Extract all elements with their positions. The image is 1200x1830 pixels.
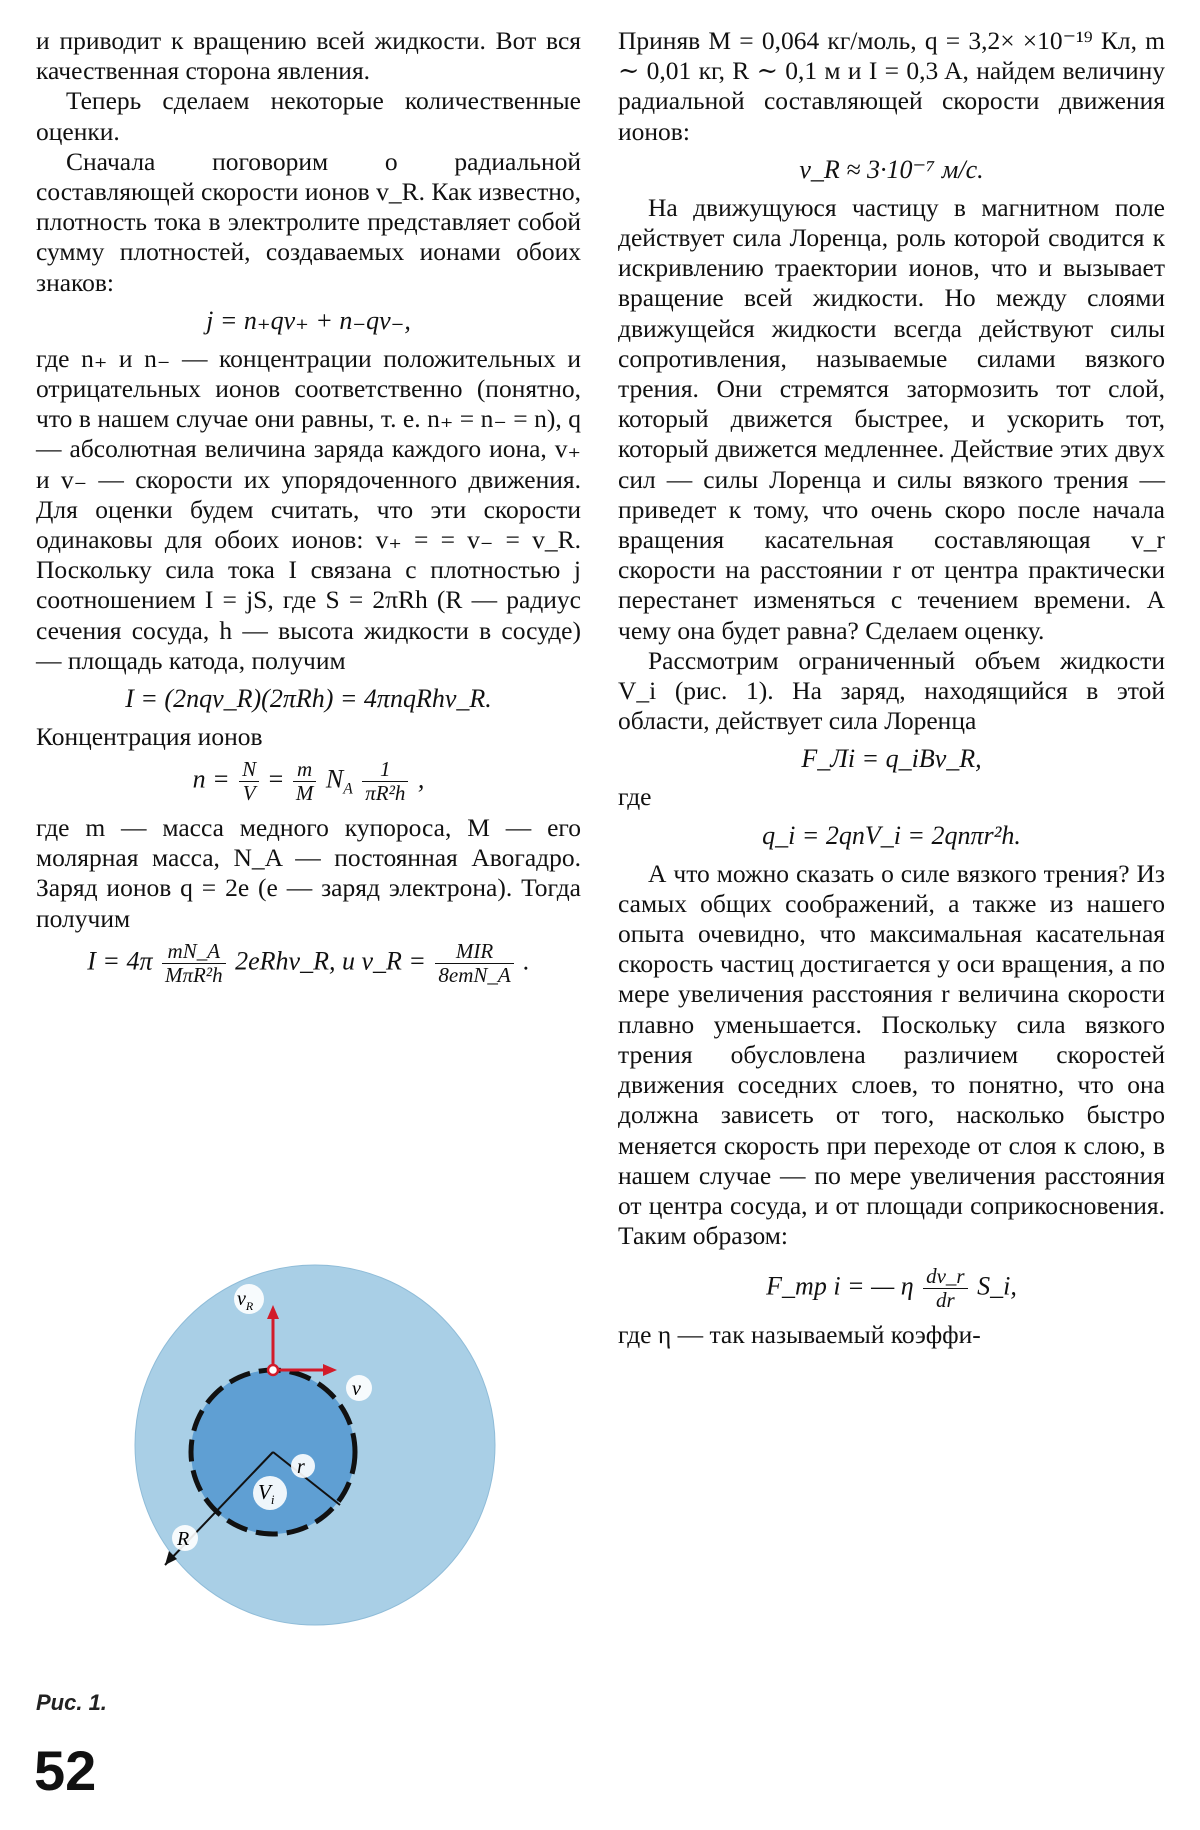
formula-viscous-force <box>618 1265 1165 1312</box>
formula-viscous-end: S_i, <box>977 1271 1017 1301</box>
fraction-n-over-v <box>239 758 259 805</box>
fraction-mna-over-volume <box>162 940 226 987</box>
right-paragraph-6: где η — так называемый коэффи- <box>618 1320 981 1350</box>
fraction-one-over-volume <box>362 758 408 805</box>
fraction-denominator: dr <box>936 1288 955 1313</box>
fraction-denominator: 8emN_A <box>438 962 511 987</box>
right-paragraph-1: Приняв M = 0,064 кг/моль, q = 3,2× ×10⁻¹⁹ Кл, m ∼ 0,01 кг, R ∼ 0,1 м и I = 0,3 A, найдем величину радиальной составляющей скорости движения ионов: <box>618 26 1165 146</box>
fraction-m-over-molar <box>293 758 317 805</box>
formula-charge: q_i = 2qnV_i = 2qnπr²h. <box>762 820 1021 850</box>
label-Vi-sub: i <box>270 1492 275 1507</box>
formula-middle: 2eRhv_R, и v_R = <box>235 946 426 976</box>
left-paragraph-1: и приводит к вращению всей жидкости. Вот вся качественная сторона явления. <box>36 26 581 86</box>
formula-end-period: . <box>523 946 530 976</box>
formula-concentration: n = $\frac{N}{V}$ = $\frac{m}{M}$ $N_A$ $\frac{1}{\text{πR²h}}$ , <box>192 757 425 806</box>
formula-end-comma: , <box>417 764 425 794</box>
right-paragraph-4: где <box>618 782 652 812</box>
formula-lorentz-force: F_Лi = q_iBv_R, <box>801 744 982 774</box>
particle-point <box>268 1365 278 1375</box>
left-column <box>36 26 581 993</box>
avogadro-symbol: N <box>325 764 344 794</box>
label-Vi: V <box>258 1480 271 1504</box>
formula-vr-estimate: v_R ≈ 3·10⁻⁷ м/с. <box>799 154 984 184</box>
left-paragraph-4: где n₊ и n₋ — концентрации положительных и отрицательных ионов соответственно (понятно, что в нашем случае они равны, т. е. n₊ = n₋ = n), q — абсолютная величина заряда каждого иона, v₊ и v₋ — скорости их упорядоченного движения. Для оценки будем считать, что эти скорости одинаковы для обоих ионов: v₊ = = v₋ = v_R. Поскольку сила тока I связана с плотностью j соотношением I = jS, где S = 2πRh (R — радиус сечения сосуда, h — высота жидкости в сосуде) — площадь катода, получим <box>36 343 581 675</box>
fraction-numerator: 1 <box>362 758 408 782</box>
formula-radial-velocity <box>36 940 581 987</box>
fraction-dvr-over-dr <box>923 1265 968 1312</box>
left-paragraph-2: Теперь сделаем некоторые количественные оценки. <box>36 86 581 146</box>
avogadro-subscript: A <box>343 780 353 798</box>
figure-rotating-liquid-diagram <box>125 1255 505 1635</box>
label-v: v <box>352 1378 361 1400</box>
formula-viscous-lhs: F_тр i = — η <box>766 1271 914 1301</box>
fraction-numerator: dv_r <box>923 1265 968 1289</box>
fraction-numerator: m <box>293 758 317 782</box>
label-r: r <box>297 1456 305 1478</box>
label-R: R <box>177 1528 190 1550</box>
fraction-denominator: MπR²h <box>164 962 223 987</box>
fraction-mir-over-8emna <box>435 940 513 987</box>
formula-current-density: j = n₊qv₊ + n₋qv₋, <box>206 305 411 335</box>
right-paragraph-5: А что можно сказать о силе вязкого трения? Из самых общих соображений, а также из нашего опыта очевидно, что максимальная касательная скорость частиц достигается у оси вращения, а по мере увеличения расстояния r величина скорости плавно уменьшается. Поскольку сила вязкого трения обусловлена различием скоростей движения соседних слоев, то понятно, что она должна зависеть от того, насколько быстро меняется скорость при переходе от слоя к слою, в нашем случае — по мере увеличения расстояния от центра сосуда, и от площади соприкосновения. Таким образом: <box>618 858 1165 1251</box>
fraction-numerator: MIR <box>435 940 513 964</box>
fraction-numerator: mN_A <box>162 940 226 964</box>
formula-concentration-lhs: n = <box>192 764 230 794</box>
label-vR-sub: R <box>245 1299 254 1313</box>
formula-current: I = (2nqv_R)(2πRh) = 4πnqRhv_R. <box>125 684 492 714</box>
fraction-denominator: πR²h <box>365 781 406 806</box>
right-column <box>618 26 1165 1351</box>
fraction-denominator: V <box>242 781 256 806</box>
left-paragraph-5: Концентрация ионов <box>36 722 263 752</box>
fraction-denominator: M <box>295 781 314 806</box>
left-paragraph-3: Сначала поговорим о радиальной составляющей скорости ионов v_R. Как известно, плотность тока в электролите представляет собой сумму плотностей, создаваемых ионами обоих знаков: <box>36 146 581 297</box>
page-number: 52 <box>34 1739 97 1802</box>
formula-lhs: I = 4π <box>87 946 153 976</box>
right-paragraph-2: На движущуюся частицу в магнитном поле действует сила Лоренца, роль которой сводится к искривлению траектории ионов, что и вызывает вращение всей жидкости. Но между слоями движущейся жидкости всегда действуют силы сопротивления, называемые силами вязкого трения. Они стремятся затормозить тот слой, который движется быстрее, и ускорить тот, который движется медленнее. Действие этих двух сил — силы Лоренца и силы вязкого трения — приведет к тому, что очень скоро после начала вращения касательная составляющая v_r скорости на расстоянии r от центра практически перестанет изменяться с течением времени. А чему она будет равна? Сделаем оценку. <box>618 192 1165 645</box>
fraction-numerator: N <box>239 758 259 782</box>
left-paragraph-6: где m — масса медного купороса, M — его молярная масса, N_A — постоянная Авогадро. Заряд ионов q = 2e (e — заряд электрона). Тогда получим <box>36 812 581 933</box>
right-paragraph-3: Рассмотрим ограниченный объем жидкости V_i (рис. 1). На заряд, находящийся в этой области, действует сила Лоренца <box>618 645 1165 736</box>
label-vR: v <box>237 1288 246 1310</box>
figure-caption: Рис. 1. <box>36 1690 107 1715</box>
